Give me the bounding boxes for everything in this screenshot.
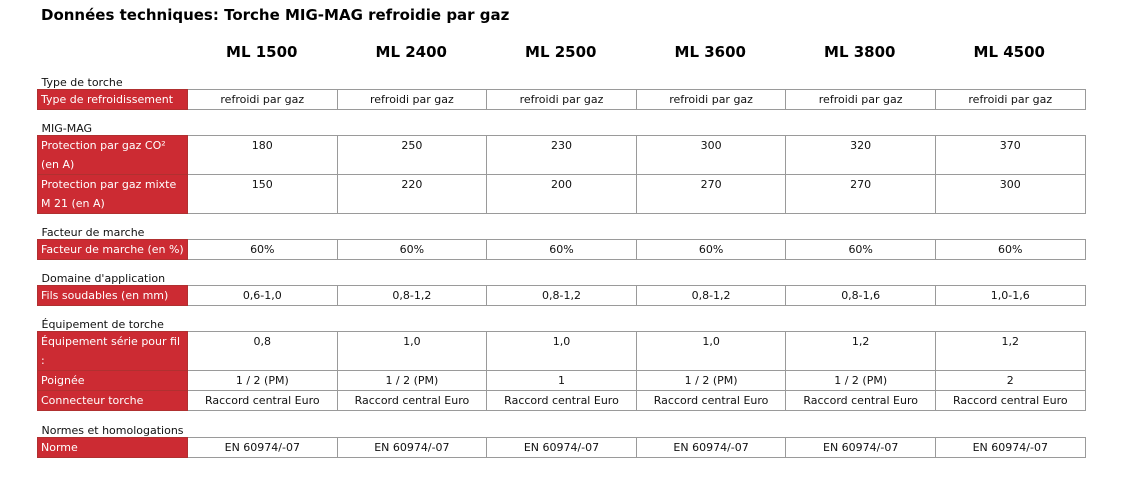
cell-value: refroidi par gaz bbox=[188, 89, 338, 109]
cell-value: 180 bbox=[188, 135, 338, 174]
cell-value: 300 bbox=[636, 135, 786, 174]
section-title: Équipement de torche bbox=[41, 317, 164, 331]
section-title: Domaine d'application bbox=[41, 271, 166, 285]
row-label: Fils soudables (en mm) bbox=[38, 285, 188, 305]
row-label: Norme bbox=[38, 437, 188, 457]
row-label bbox=[38, 331, 188, 370]
table-row bbox=[38, 174, 1086, 213]
cell-value: EN 60974/-07 bbox=[636, 437, 786, 457]
cell-value: EN 60974/-07 bbox=[935, 437, 1085, 457]
section-title: MIG-MAG bbox=[41, 121, 93, 135]
section-heading-row bbox=[38, 410, 1086, 437]
table-row bbox=[38, 370, 1086, 390]
table-row bbox=[38, 285, 1086, 305]
cell-value: Raccord central Euro bbox=[188, 390, 338, 410]
cell-value: 60% bbox=[487, 239, 637, 259]
model-header-row bbox=[187, 43, 1084, 63]
cell-value: Raccord central Euro bbox=[337, 390, 487, 410]
table-row bbox=[38, 390, 1086, 410]
cell-value: 1 / 2 (PM) bbox=[337, 370, 487, 390]
cell-value: 1,2 bbox=[786, 331, 936, 370]
cell-value: 60% bbox=[786, 239, 936, 259]
cell-value: 0,8 bbox=[188, 331, 338, 370]
row-label bbox=[38, 174, 188, 213]
section-title: Facteur de marche bbox=[41, 225, 145, 239]
section-heading-row bbox=[38, 259, 1086, 285]
cell-value: 1 / 2 (PM) bbox=[188, 370, 338, 390]
cell-value: 1,2 bbox=[935, 331, 1085, 370]
cell-value: 1,0 bbox=[487, 331, 637, 370]
model-header: ML 2500 bbox=[525, 43, 597, 61]
model-header: ML 1500 bbox=[226, 43, 298, 61]
cell-value: 1 / 2 (PM) bbox=[636, 370, 786, 390]
row-label: Type de refroidissement bbox=[38, 89, 188, 109]
row-label: Facteur de marche (en %) bbox=[38, 239, 188, 259]
row-label-line: M 21 (en A) bbox=[41, 196, 105, 210]
section-heading-row bbox=[38, 213, 1086, 239]
cell-value: Raccord central Euro bbox=[487, 390, 637, 410]
cell-value: refroidi par gaz bbox=[636, 89, 786, 109]
row-label bbox=[38, 135, 188, 174]
cell-value: 270 bbox=[636, 174, 786, 213]
cell-value: 1,0-1,6 bbox=[935, 285, 1085, 305]
cell-value: 60% bbox=[935, 239, 1085, 259]
cell-value: 200 bbox=[487, 174, 637, 213]
spec-table bbox=[37, 70, 1086, 458]
cell-value: 250 bbox=[337, 135, 487, 174]
row-label-line: Protection par gaz CO² bbox=[41, 138, 166, 152]
table-row bbox=[38, 135, 1086, 174]
table-row bbox=[38, 239, 1086, 259]
cell-value: refroidi par gaz bbox=[935, 89, 1085, 109]
cell-value: 60% bbox=[337, 239, 487, 259]
section-heading-row bbox=[38, 305, 1086, 331]
row-label-line: : bbox=[41, 353, 45, 367]
row-label-line: Protection par gaz mixte bbox=[41, 177, 177, 191]
cell-value: EN 60974/-07 bbox=[188, 437, 338, 457]
cell-value: 1,0 bbox=[337, 331, 487, 370]
cell-value: Raccord central Euro bbox=[636, 390, 786, 410]
model-header: ML 3600 bbox=[674, 43, 746, 61]
model-header: ML 2400 bbox=[375, 43, 447, 61]
cell-value: 370 bbox=[935, 135, 1085, 174]
cell-value: 0,8-1,2 bbox=[487, 285, 637, 305]
row-label: Poignée bbox=[38, 370, 188, 390]
cell-value: 300 bbox=[935, 174, 1085, 213]
cell-value: 60% bbox=[188, 239, 338, 259]
cell-value: Raccord central Euro bbox=[786, 390, 936, 410]
cell-value: EN 60974/-07 bbox=[487, 437, 637, 457]
cell-value: 1 / 2 (PM) bbox=[786, 370, 936, 390]
model-header: ML 3800 bbox=[824, 43, 896, 61]
row-label: Connecteur torche bbox=[38, 390, 188, 410]
cell-value: 270 bbox=[786, 174, 936, 213]
model-header: ML 4500 bbox=[973, 43, 1045, 61]
section-title: Type de torche bbox=[41, 75, 123, 89]
cell-value: 1 bbox=[487, 370, 637, 390]
cell-value: 2 bbox=[935, 370, 1085, 390]
row-label-line: (en A) bbox=[41, 157, 75, 171]
cell-value: 0,8-1,2 bbox=[337, 285, 487, 305]
cell-value: refroidi par gaz bbox=[337, 89, 487, 109]
table-row bbox=[38, 89, 1086, 109]
cell-value: 320 bbox=[786, 135, 936, 174]
cell-value: 230 bbox=[487, 135, 637, 174]
row-label-line: Équipement série pour fil bbox=[41, 334, 181, 348]
page-title: Données techniques: Torche MIG-MAG refroidie par gaz bbox=[41, 6, 510, 24]
cell-value: 150 bbox=[188, 174, 338, 213]
cell-value: 60% bbox=[636, 239, 786, 259]
cell-value: 220 bbox=[337, 174, 487, 213]
section-title: Normes et homologations bbox=[41, 423, 184, 437]
cell-value: refroidi par gaz bbox=[786, 89, 936, 109]
cell-value: refroidi par gaz bbox=[487, 89, 637, 109]
cell-value: 1,0 bbox=[636, 331, 786, 370]
section-heading-row bbox=[38, 109, 1086, 135]
cell-value: EN 60974/-07 bbox=[786, 437, 936, 457]
cell-value: EN 60974/-07 bbox=[337, 437, 487, 457]
cell-value: 0,8-1,2 bbox=[636, 285, 786, 305]
section-heading-row bbox=[38, 70, 1086, 89]
cell-value: 0,6-1,0 bbox=[188, 285, 338, 305]
cell-value: Raccord central Euro bbox=[935, 390, 1085, 410]
table-row bbox=[38, 331, 1086, 370]
table-row bbox=[38, 437, 1086, 457]
cell-value: 0,8-1,6 bbox=[786, 285, 936, 305]
